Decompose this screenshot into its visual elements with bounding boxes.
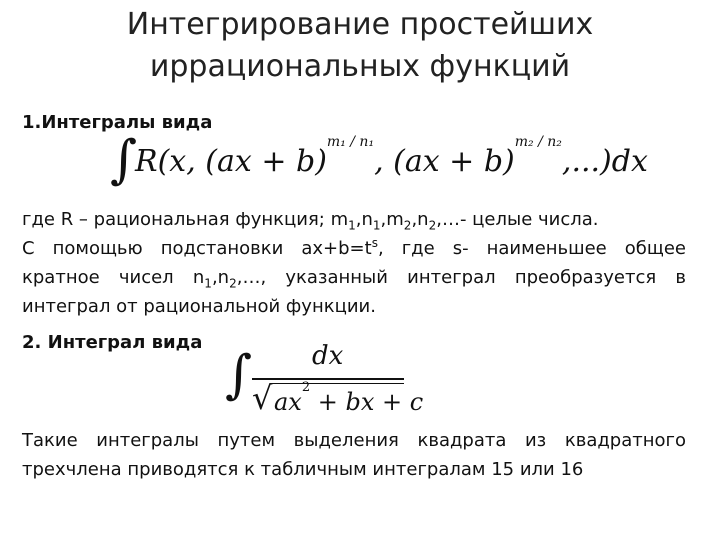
formula-1-exp1: m₁ / n₁ [326,134,375,150]
slide-title [0,4,720,88]
title-line-2: иррациональных функций [149,49,571,84]
subst-line-1: С помощью подстановки $ax+b=t^s$, где s- наименьшее общее [22,236,687,259]
fraction-bar [252,378,404,380]
radical-bar [272,383,404,384]
where-line: где R – рациональная функция; $m_1,n_1,m_2,n_2,\dots-$ целые числа. [22,209,599,233]
formula-2-numerator: dx [312,341,344,371]
formula-1-body [135,134,648,182]
conclusion-line-1: Такие интегралы путем выделения квадрата из квадратного [22,430,686,451]
formula-1-exp2: m₂ / n₂ [514,134,562,150]
formula-1-open: (x, (ax + b) [157,144,327,179]
conclusion-line-2: трехчлена приводятся к табличным интегралам 15 или 16 [22,459,584,480]
subst-line-3: интеграл от рациональной функции. [22,296,376,317]
subst-line-2: кратное чисел $n_1,n_2,\dots$, указанный интеграл преобразуется в [22,267,686,291]
section2-heading: 2. Интеграл вида [22,332,203,353]
section1-heading: 1.Интегралы вида [22,112,213,133]
formula-1-R: R [135,144,158,179]
integral-sign-2: ∫ [225,345,253,405]
integral-sign-1: ∫ [110,130,138,190]
formula-2-denominator: $ax^2$ + bx + c [274,380,424,416]
formula-1-mid: , (ax + b) [374,144,515,179]
radical-sign: √ [252,379,273,417]
formula-1-tail: ,...)dx [561,144,648,179]
title-line-1: Интегрирование простейших [126,7,594,42]
section1-paragraph [22,205,686,321]
conclusion-paragraph [22,426,686,484]
